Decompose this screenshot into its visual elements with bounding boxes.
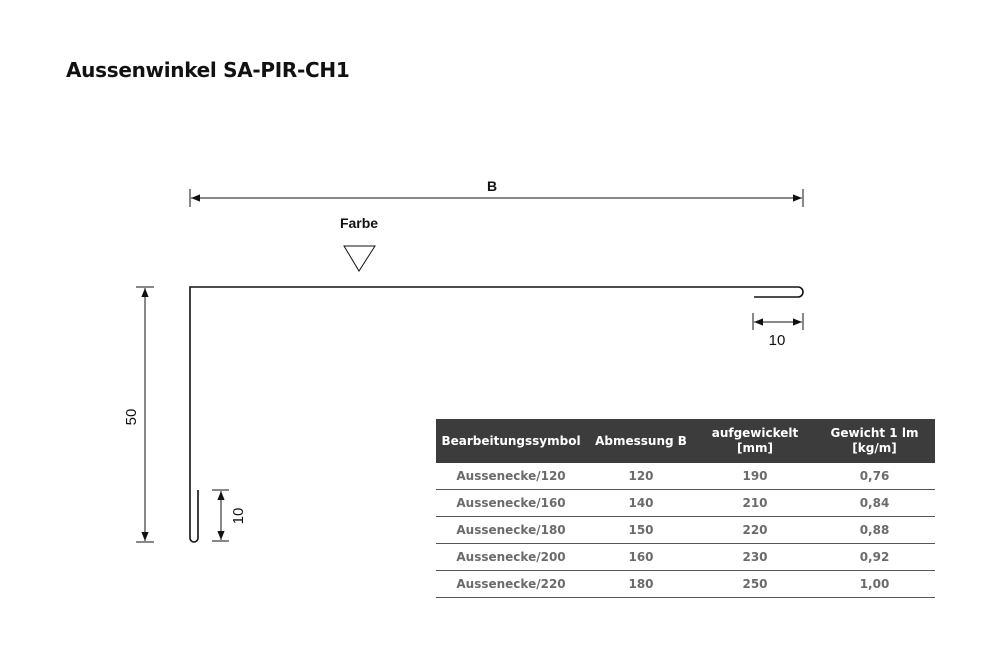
table-row [436,490,935,517]
cell-developed-width: 210 [696,490,814,517]
table-row [436,544,935,571]
column-header-processing-symbol: Bearbeitungssymbol [436,419,586,463]
cell-weight: 0,84 [814,490,935,517]
dimension-hem-top-label: 10 [768,332,786,349]
cell-processing-symbol: Aussenecke/180 [436,517,586,544]
cell-dimension-b: 180 [586,571,696,598]
dimension-hem-top [753,313,803,349]
cell-developed-width: 220 [696,517,814,544]
column-header-developed-width: aufgewickelt [mm] [696,419,814,463]
cell-weight: 0,92 [814,544,935,571]
cell-processing-symbol: Aussenecke/120 [436,463,586,490]
dimension-hem-bottom-label: 10 [230,507,247,525]
cell-developed-width: 230 [696,544,814,571]
cell-dimension-b: 120 [586,463,696,490]
dimension-height [123,287,154,542]
column-header-dimension-b: Abmessung B [586,419,696,463]
table-row [436,571,935,598]
table-row [436,517,935,544]
cell-dimension-b: 160 [586,544,696,571]
table-row [436,463,935,490]
cell-processing-symbol: Aussenecke/220 [436,571,586,598]
cell-weight: 0,76 [814,463,935,490]
cell-dimension-b: 140 [586,490,696,517]
specification-table [436,419,935,598]
dimension-hem-bottom [212,490,247,541]
page-title: Aussenwinkel SA-PIR-CH1 [66,58,350,82]
dimension-width [190,178,803,207]
column-header-weight: Gewicht 1 lm [kg/m] [814,419,935,463]
color-side-marker [340,215,378,271]
dimension-width-label: B [486,178,498,194]
cell-processing-symbol: Aussenecke/200 [436,544,586,571]
cell-dimension-b: 150 [586,517,696,544]
cell-processing-symbol: Aussenecke/160 [436,490,586,517]
cell-weight: 1,00 [814,571,935,598]
cell-weight: 0,88 [814,517,935,544]
cell-developed-width: 250 [696,571,814,598]
table-header-row [436,419,935,463]
color-side-triangle-icon [344,246,375,271]
dimension-height-label: 50 [123,408,140,426]
cell-developed-width: 190 [696,463,814,490]
color-side-label: Farbe [339,215,379,231]
